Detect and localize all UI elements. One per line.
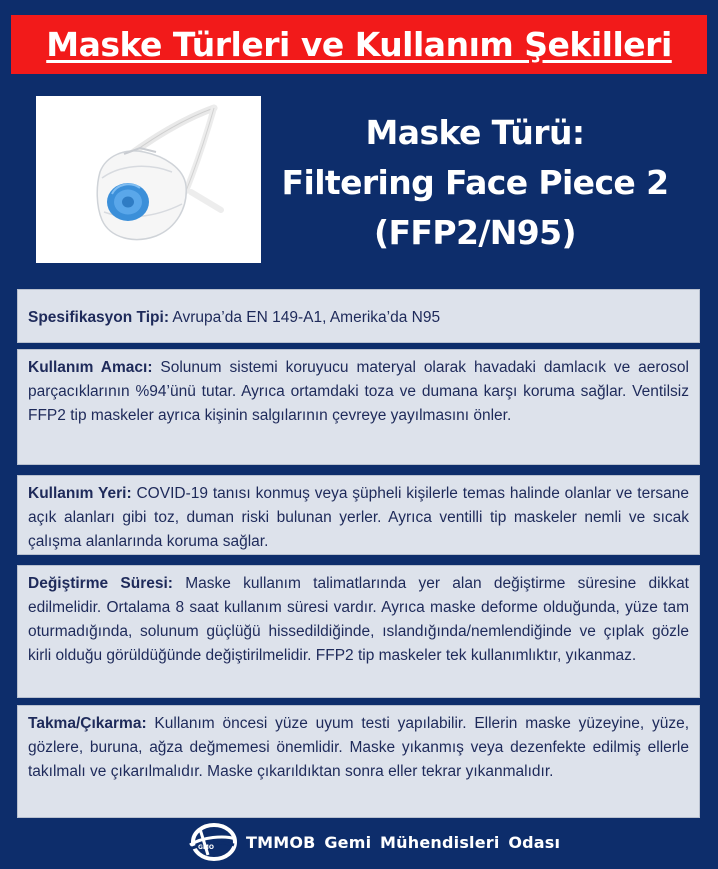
- usage-place-box: [17, 475, 700, 555]
- mask-type-title: [262, 108, 688, 258]
- footer: [180, 822, 560, 862]
- wearing-removal-box: [17, 705, 700, 818]
- usage-purpose-text: Solunum sistemi koruyucu materyal olarak havadaki damlacık ve aerosol parçacıklarının %94’ünü tutar. Ayrıca ortamdaki toza ve dumana karşı koruma sağlar. Ventilsiz FFP2 tip maskeler ayrıca kişinin salgılarının çevreye yayılmasını önler.: [28, 359, 689, 424]
- usage-purpose-label: Kullanım Amacı:: [28, 359, 153, 376]
- replacement-period-label: Değiştirme Süresi:: [28, 575, 173, 592]
- mask-photo: [36, 96, 261, 263]
- wearing-removal-label: Takma/Çıkarma:: [28, 715, 147, 732]
- mask-title-line-3: (FFP2/N95): [374, 213, 576, 252]
- gmo-logo-icon: [180, 823, 238, 861]
- replacement-period-box: [17, 565, 700, 698]
- specification-box: [17, 289, 700, 343]
- specification-text: Avrupa’da EN 149-A1, Amerika’da N95: [168, 309, 441, 326]
- title-banner: [11, 15, 707, 74]
- page-title: Maske Türleri ve Kullanım Şekilleri: [46, 25, 672, 64]
- usage-purpose-box: [17, 349, 700, 465]
- usage-place-label: Kullanım Yeri:: [28, 485, 132, 502]
- logo-text: GMO: [198, 844, 214, 851]
- mask-title-line-1: Maske Türü:: [365, 113, 585, 152]
- specification-label: Spesifikasyon Tipi:: [28, 309, 169, 326]
- usage-place-text: COVID-19 tanısı konmuş veya şüpheli kişilerle temas halinde olanlar ve tersane açık alanları gibi toz, duman riski bulunan yerler. Ayrıca ventilli tip maskeler nemli ve sıcak çalışma alanlarında koruma sağlar.: [28, 485, 689, 550]
- organization-name: TMMOB Gemi Mühendisleri Odası: [246, 832, 561, 852]
- replacement-period-text: Maske kullanım talimatlarında yer alan değiştirme süresine dikkat edilmelidir. Ortalama 8 saat kullanım süresi vardır. Ayrıca maske deforme olduğunda, yüze tam oturmadığında, solunum güçlüğü hissedildiğinde, ıslandığında/nemlendiğinde ve çıplak gözle kirli olduğu görüldüğünde değiştirilmelidir. FFP2 tip maskeler tek kullanımlıktır, yıkanmaz.: [28, 575, 689, 664]
- wearing-removal-text: Kullanım öncesi yüze uyum testi yapılabilir. Ellerin maske yüzeyine, yüze, gözlere, buruna, ağza değmemesi önemlidir. Maske yıkanmış veya dezenfekte edilmiş ellerle takılmalı ve çıkarılmalıdır. Maske çıkarıldıktan sonra eller tekrar yıkanmalıdır.: [28, 715, 689, 780]
- ffp2-mask-with-valve-icon: [36, 96, 261, 263]
- mask-title-line-2: Filtering Face Piece 2: [281, 163, 669, 202]
